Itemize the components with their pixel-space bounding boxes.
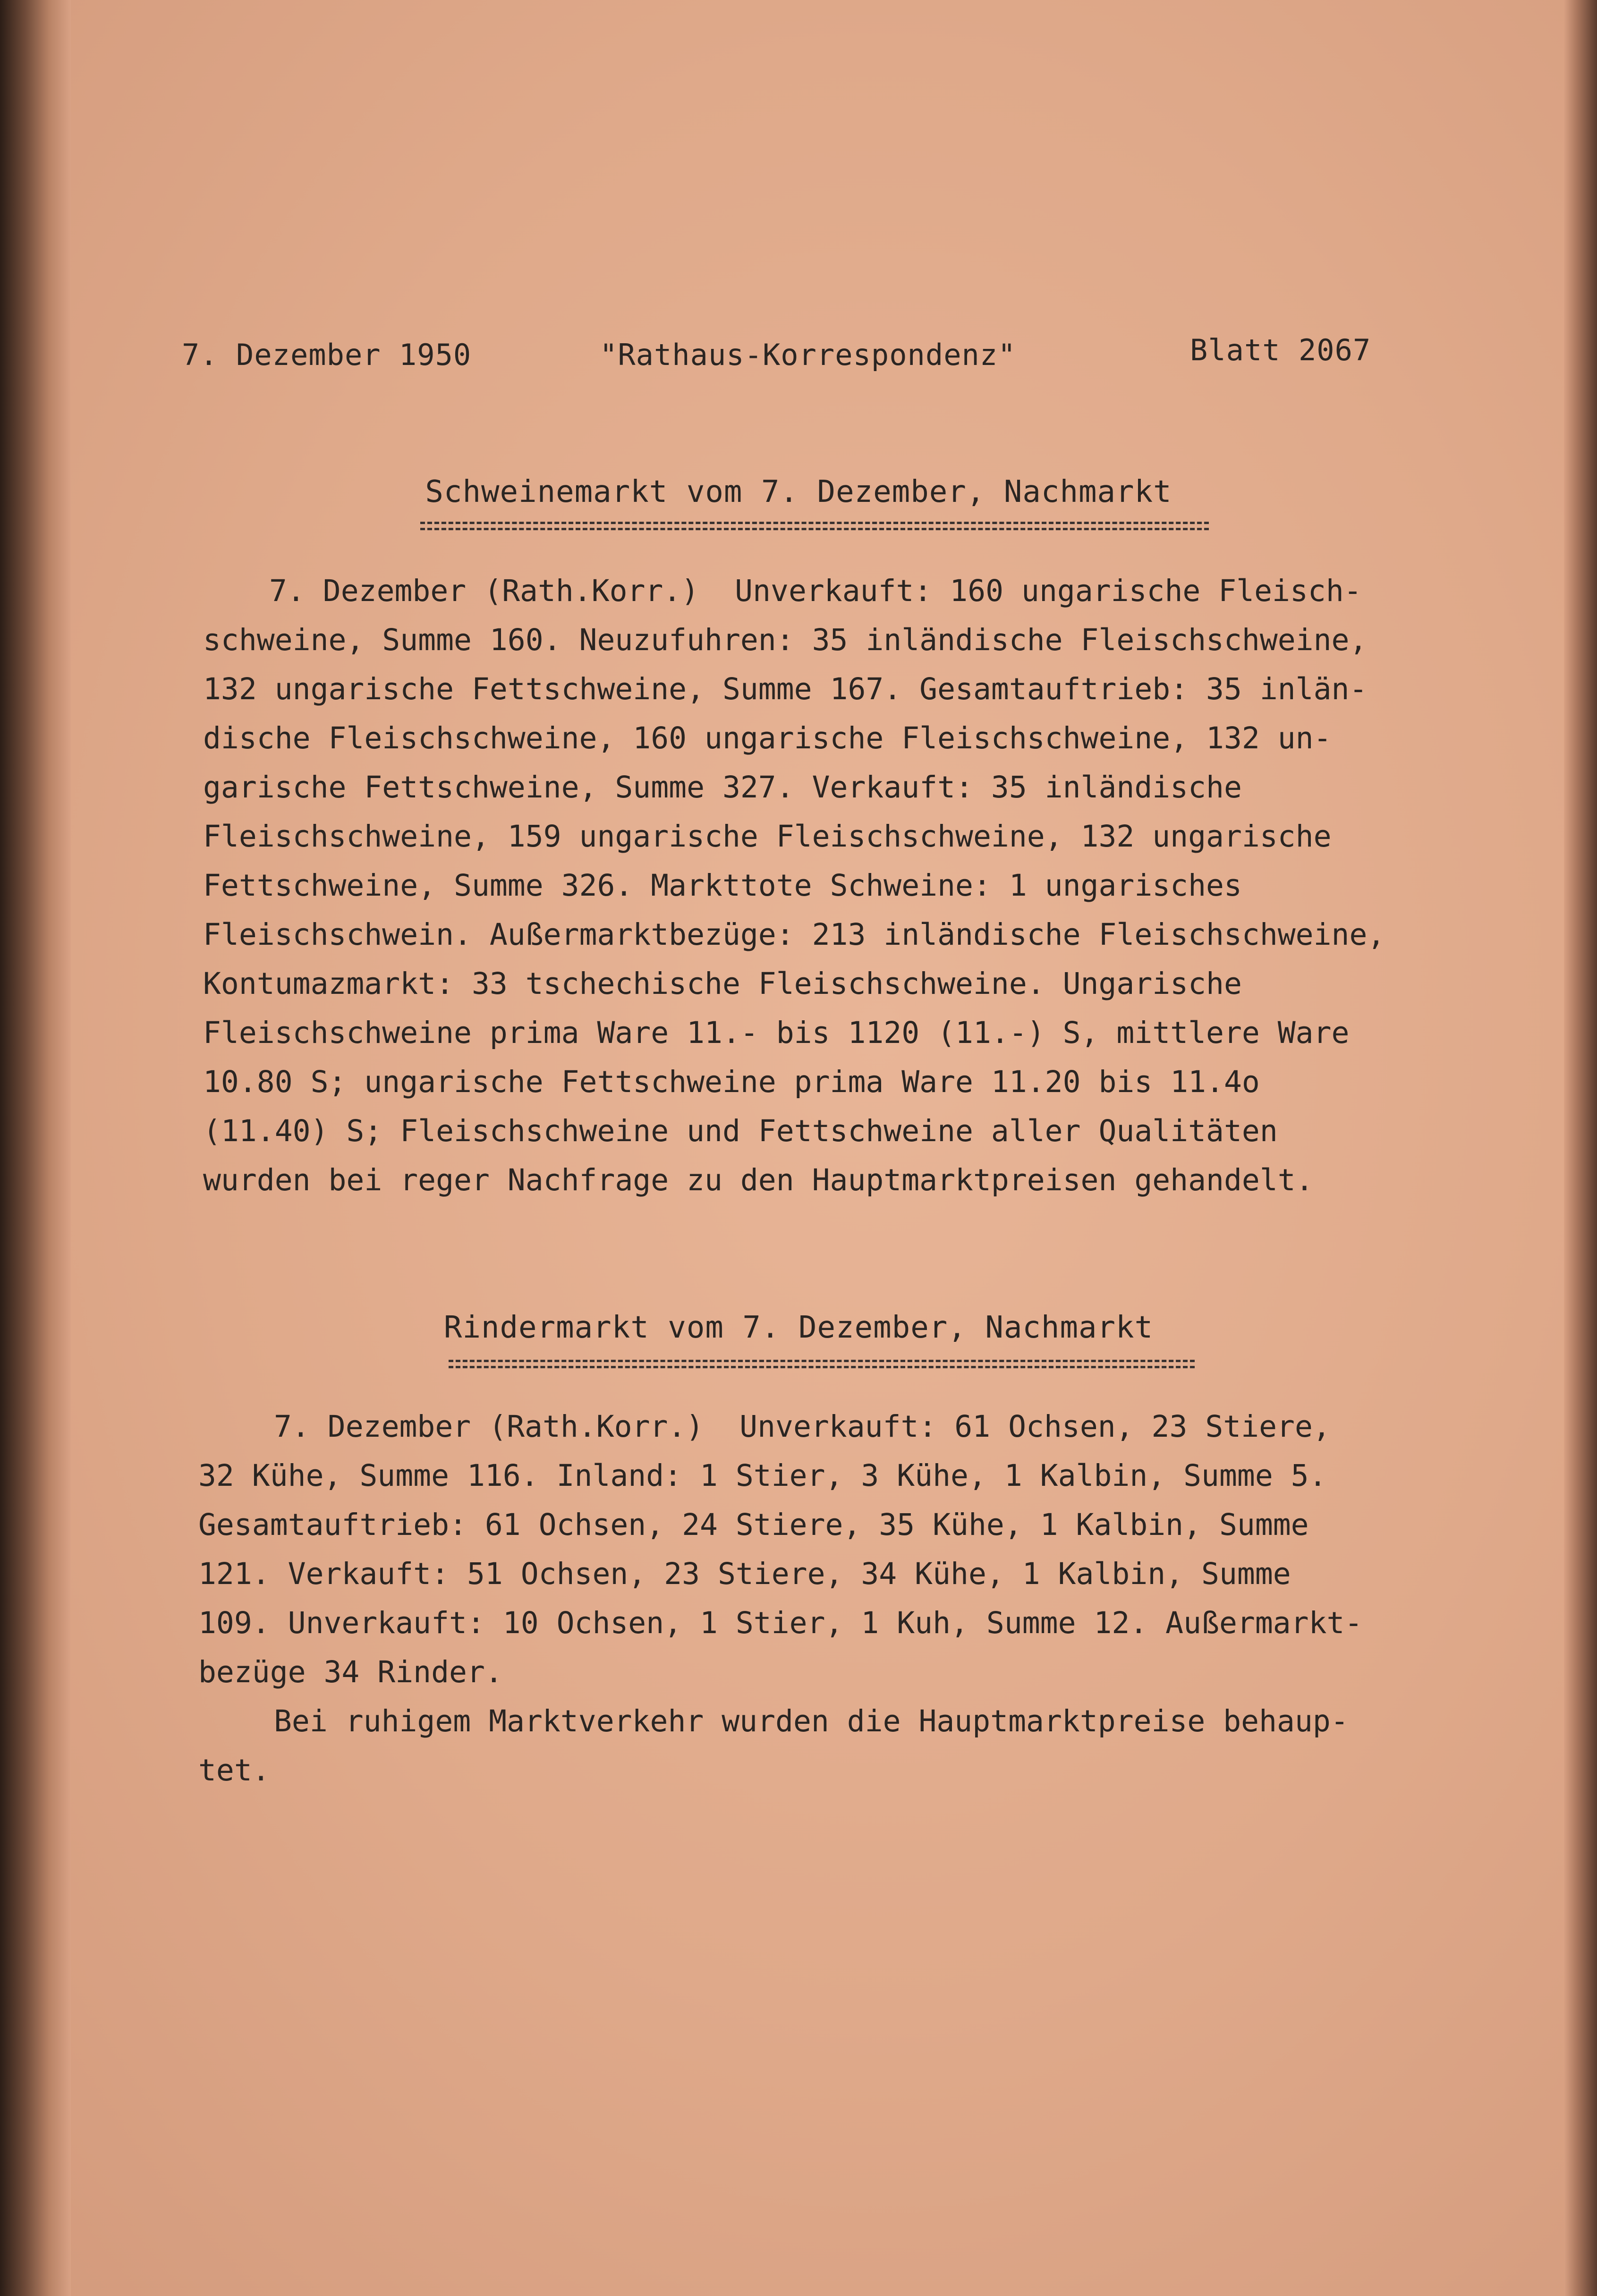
text-line: 7. Dezember (Rath.Korr.) Unverkauft: 160 ungarische Fleisch- [269,574,1362,608]
text-line: garische Fettschweine, Summe 327. Verkauft: 35 inländische [203,770,1242,805]
text-line: 7. Dezember (Rath.Korr.) Unverkauft: 61 Ochsen, 23 Stiere, [274,1409,1331,1444]
text-line: Gesamtauftrieb: 61 Ochsen, 24 Stiere, 35 Kühe, 1 Kalbin, Summe [198,1508,1309,1542]
text-line: (11.40) S; Fleischschweine und Fettschweine aller Qualitäten [203,1114,1278,1148]
text-line: bezüge 34 Rinder. [198,1655,503,1689]
section-body-rindermarkt [198,1402,1362,1795]
text-line: 109. Unverkauft: 10 Ochsen, 1 Stier, 1 Kuh, Summe 12. Außermarkt- [198,1606,1363,1640]
text-line: Fleischschweine prima Ware 11.- bis 1120 (11.-) S, mittlere Ware [203,1016,1350,1050]
text-line: Kontumazmarkt: 33 tschechische Fleischschweine. Ungarische [203,966,1242,1001]
section-title-schweinemarkt: Schweinemarkt vom 7. Dezember, Nachmarkt [425,474,1172,509]
text-line: schweine, Summe 160. Neuzufuhren: 35 inländische Fleischschweine, [203,623,1368,657]
text-line: Fleischschwein. Außermarktbezüge: 213 inländische Fleischschweine, [203,917,1385,952]
text-line: 32 Kühe, Summe 116. Inland: 1 Stier, 3 Kühe, 1 Kalbin, Summe 5. [198,1458,1327,1493]
text-line: 10.80 S; ungarische Fettschweine prima Ware 11.20 bis 11.4o [203,1065,1260,1099]
text-line: 132 ungarische Fettschweine, Summe 167. Gesamtauftrieb: 35 inlän- [203,672,1368,706]
title-underline [420,522,1209,524]
text-line: dische Fleischschweine, 160 ungarische Fleischschweine, 132 un- [203,721,1332,755]
header-publication-title: "Rathaus-Korrespondenz" [600,338,1016,372]
header-date: 7. Dezember 1950 [182,338,472,372]
text-line: wurden bei reger Nachfrage zu den Hauptmarktpreisen gehandelt. [203,1163,1314,1197]
text-line: 121. Verkauft: 51 Ochsen, 23 Stiere, 34 Kühe, 1 Kalbin, Summe [198,1557,1291,1591]
text-line: tet. [198,1753,270,1788]
page-edge [1564,0,1597,2296]
text-line: Bei ruhigem Marktverkehr wurden die Hauptmarktpreise behaup- [274,1704,1349,1738]
text-line: Fettschweine, Summe 326. Markttote Schweine: 1 ungarisches [203,868,1242,903]
title-underline [449,1360,1195,1362]
text-line: Fleischschweine, 159 ungarische Fleischschweine, 132 ungarische [203,819,1332,854]
header-page-number: Blatt 2067 [1190,333,1371,367]
section-title-rindermarkt: Rindermarkt vom 7. Dezember, Nachmarkt [443,1310,1154,1345]
section-body-schweinemarkt [203,567,1385,1205]
book-binding [0,0,71,2296]
